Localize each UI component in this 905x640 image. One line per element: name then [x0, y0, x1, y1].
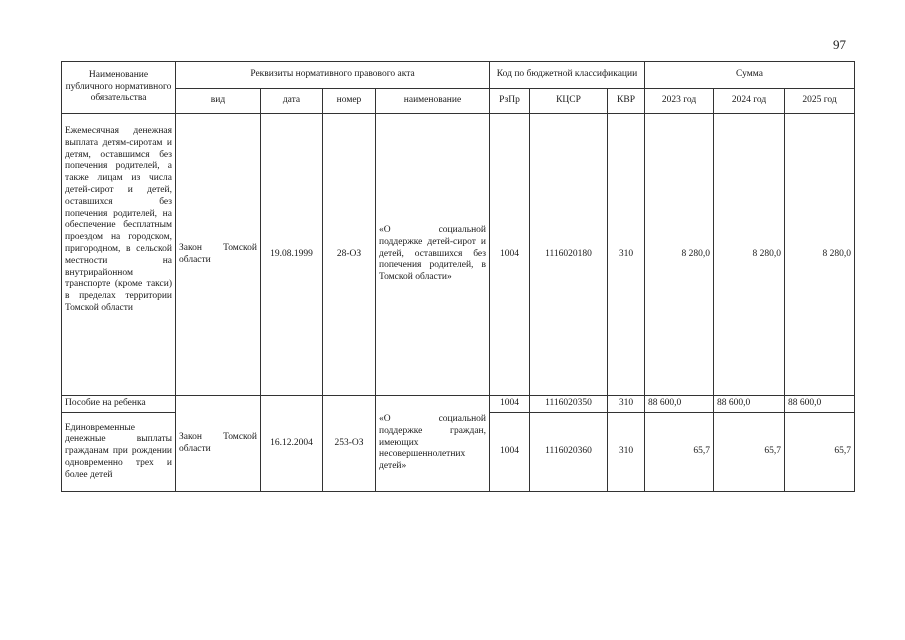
- cell-act-name: «О социальной поддержке детей-сирот и детей, оставшихся без попечения родителей, в Томской области»: [376, 114, 490, 396]
- cell-obligation: Пособие на ребенка: [62, 396, 176, 413]
- cell-2024: 88 600,0: [714, 396, 785, 413]
- table-header: [62, 62, 855, 114]
- cell-2025: 8 280,0: [785, 114, 855, 396]
- cell-obligation: Единовременные денежные выплаты гражданам при рождении одновременно трех и более детей: [62, 413, 176, 492]
- cell-2023: 65,7: [645, 413, 714, 492]
- header-vid: вид: [176, 89, 261, 114]
- cell-kvr: 310: [608, 114, 645, 396]
- page-number: 97: [833, 37, 846, 52]
- cell-date: 19.08.1999: [261, 114, 323, 396]
- cell-vid: Закон Томской области: [176, 114, 261, 396]
- header-2023: 2023 год: [645, 89, 714, 114]
- cell-number: 28-ОЗ: [323, 114, 376, 396]
- header-rzpr: РзПр: [490, 89, 530, 114]
- cell-rzpr: 1004: [490, 413, 530, 492]
- table-row: [62, 396, 855, 413]
- cell-act-name: «О социальной поддержке граждан, имеющих несовершеннолетних детей»: [376, 396, 490, 492]
- cell-2024: 8 280,0: [714, 114, 785, 396]
- header-sum: Сумма: [645, 62, 855, 89]
- header-number: номер: [323, 89, 376, 114]
- header-kcsr: КЦСР: [530, 89, 608, 114]
- cell-number: 253-ОЗ: [323, 396, 376, 492]
- header-act-requisites: Реквизиты нормативного правового акта: [176, 62, 490, 89]
- cell-2025: 65,7: [785, 413, 855, 492]
- table-row: [62, 114, 855, 396]
- budget-obligations-table: [61, 61, 855, 492]
- cell-kcsr: 1116020360: [530, 413, 608, 492]
- header-obligation: Наименование публичного нормативного обязательства: [62, 62, 176, 114]
- cell-kvr: 310: [608, 413, 645, 492]
- cell-obligation: Ежемесячная денежная выплата детям-сиротам и детям, оставшимся без попечения родителей, а также лицам из числа детей-сирот и детей, оставшихся без попечения родителей, на обеспечение бесплатным проездом на городском, пригородном, в сельской местности на внутрирайонном транспорте (кроме такси) в пределах территории Томской области: [62, 114, 176, 396]
- cell-kcsr: 1116020180: [530, 114, 608, 396]
- header-name: наименование: [376, 89, 490, 114]
- cell-2024: 65,7: [714, 413, 785, 492]
- cell-2023: 8 280,0: [645, 114, 714, 396]
- header-kvr: КВР: [608, 89, 645, 114]
- cell-2025: 88 600,0: [785, 396, 855, 413]
- cell-kcsr: 1116020350: [530, 396, 608, 413]
- header-budget-code: Код по бюджетной классификации: [490, 62, 645, 89]
- table-body: [62, 114, 855, 492]
- header-date: дата: [261, 89, 323, 114]
- cell-date: 16.12.2004: [261, 396, 323, 492]
- cell-kvr: 310: [608, 396, 645, 413]
- header-2025: 2025 год: [785, 89, 855, 114]
- cell-vid: Закон Томской области: [176, 396, 261, 492]
- cell-rzpr: 1004: [490, 114, 530, 396]
- header-2024: 2024 год: [714, 89, 785, 114]
- cell-2023: 88 600,0: [645, 396, 714, 413]
- cell-rzpr: 1004: [490, 396, 530, 413]
